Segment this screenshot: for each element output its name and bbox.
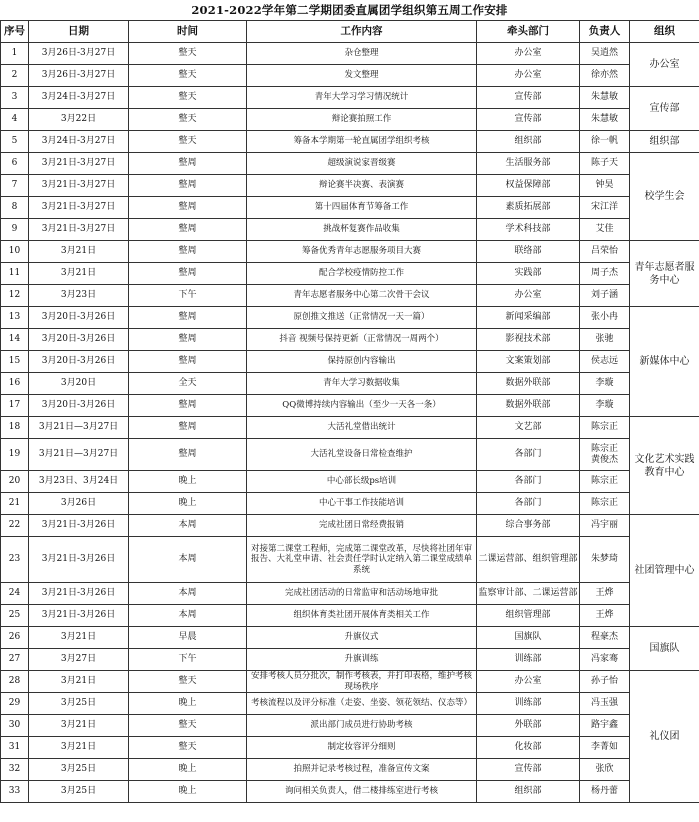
cell-date: 3月20日-3月26日 <box>29 329 129 351</box>
cell-content: 青年大学习学习情况统计 <box>247 87 477 109</box>
cell-owner: 艾佳 <box>580 219 630 241</box>
cell-content: 第十四届体育节筹备工作 <box>247 197 477 219</box>
cell-owner: 徐亦然 <box>580 65 630 87</box>
cell-no: 22 <box>1 515 29 537</box>
cell-date: 3月21日-3月26日 <box>29 583 129 605</box>
cell-org: 宣传部 <box>630 87 699 131</box>
cell-owner: 王烨 <box>580 583 630 605</box>
cell-date: 3月20日-3月26日 <box>29 351 129 373</box>
cell-no: 15 <box>1 351 29 373</box>
cell-date: 3月21日-3月27日 <box>29 153 129 175</box>
cell-date: 3月20日-3月26日 <box>29 395 129 417</box>
cell-no: 9 <box>1 219 29 241</box>
cell-time: 本周 <box>129 605 247 627</box>
cell-dept: 训练部 <box>477 649 580 671</box>
cell-no: 7 <box>1 175 29 197</box>
cell-content: 考核流程以及评分标准（走姿、坐姿、领花领结、仪态等） <box>247 693 477 715</box>
table-row <box>1 671 699 693</box>
cell-dept: 宣传部 <box>477 109 580 131</box>
cell-time: 晚上 <box>129 493 247 515</box>
cell-owner: 朱慧敏 <box>580 109 630 131</box>
cell-dept: 各部门 <box>477 439 580 471</box>
cell-no: 2 <box>1 65 29 87</box>
cell-dept: 办公室 <box>477 65 580 87</box>
cell-content: 配合学校疫情防控工作 <box>247 263 477 285</box>
cell-owner: 钟昊 <box>580 175 630 197</box>
cell-dept: 宣传部 <box>477 87 580 109</box>
header-date: 日期 <box>29 21 129 43</box>
cell-date: 3月23日 <box>29 285 129 307</box>
cell-date: 3月21日-3月26日 <box>29 605 129 627</box>
table-row <box>1 605 699 627</box>
cell-content: 辩论赛半决赛、表演赛 <box>247 175 477 197</box>
cell-owner: 周子杰 <box>580 263 630 285</box>
cell-dept: 组织管理部 <box>477 605 580 627</box>
cell-owner: 徐一帆 <box>580 131 630 153</box>
cell-content: 升旗训练 <box>247 649 477 671</box>
cell-content: 原创推文推送（正常情况一天一篇） <box>247 307 477 329</box>
cell-time: 本周 <box>129 537 247 583</box>
cell-content: 大活礼堂设备日常检查维护 <box>247 439 477 471</box>
cell-content: 筹备优秀青年志愿服务项目大赛 <box>247 241 477 263</box>
cell-date: 3月25日 <box>29 693 129 715</box>
cell-no: 25 <box>1 605 29 627</box>
cell-dept: 数据外联部 <box>477 395 580 417</box>
cell-dept: 权益保障部 <box>477 175 580 197</box>
cell-owner: 孙子怡 <box>580 671 630 693</box>
cell-time: 整周 <box>129 395 247 417</box>
table-row <box>1 515 699 537</box>
table-row <box>1 781 699 803</box>
header-content: 工作内容 <box>247 21 477 43</box>
cell-time: 整天 <box>129 715 247 737</box>
cell-date: 3月21日 <box>29 671 129 693</box>
table-row <box>1 373 699 395</box>
cell-time: 整天 <box>129 65 247 87</box>
cell-date: 3月20日 <box>29 373 129 395</box>
cell-content: 完成社团活动的日常监审和活动场地审批 <box>247 583 477 605</box>
cell-time: 晚上 <box>129 471 247 493</box>
cell-time: 整周 <box>129 351 247 373</box>
cell-owner: 吕荣怡 <box>580 241 630 263</box>
cell-time: 整周 <box>129 329 247 351</box>
cell-time: 整周 <box>129 153 247 175</box>
header-time: 时间 <box>129 21 247 43</box>
cell-owner: 侯志远 <box>580 351 630 373</box>
cell-no: 33 <box>1 781 29 803</box>
cell-dept: 国旗队 <box>477 627 580 649</box>
table-row <box>1 537 699 583</box>
cell-dept: 组织部 <box>477 781 580 803</box>
cell-time: 整周 <box>129 197 247 219</box>
cell-time: 整周 <box>129 241 247 263</box>
cell-no: 4 <box>1 109 29 131</box>
cell-content: 拍照并记录考核过程，准备宣传文案 <box>247 759 477 781</box>
table-row <box>1 241 699 263</box>
cell-date: 3月27日 <box>29 649 129 671</box>
cell-dept: 宣传部 <box>477 759 580 781</box>
cell-content: 升旗仪式 <box>247 627 477 649</box>
table-row <box>1 351 699 373</box>
cell-owner: 陈宗正 黄俊杰 <box>580 439 630 471</box>
cell-content: 对接第二课堂工程师，完成第二课堂改革，尽快将社团年审报告、大礼堂申请、社会责任学时认定纳入第二课堂成绩单系统 <box>247 537 477 583</box>
cell-content: 制定妆容评分细则 <box>247 737 477 759</box>
cell-time: 下午 <box>129 649 247 671</box>
cell-no: 16 <box>1 373 29 395</box>
cell-date: 3月23日、3月24日 <box>29 471 129 493</box>
cell-org: 青年志愿者服务中心 <box>630 241 699 307</box>
cell-owner: 陈宗正 <box>580 471 630 493</box>
cell-dept: 素质拓展部 <box>477 197 580 219</box>
cell-dept: 二课运营部、组织管理部 <box>477 537 580 583</box>
table-row <box>1 439 699 471</box>
cell-dept: 办公室 <box>477 285 580 307</box>
cell-org: 社团管理中心 <box>630 515 699 627</box>
cell-no: 23 <box>1 537 29 583</box>
cell-dept: 训练部 <box>477 693 580 715</box>
cell-time: 全天 <box>129 373 247 395</box>
cell-owner: 冯玉强 <box>580 693 630 715</box>
cell-owner: 冯家骞 <box>580 649 630 671</box>
cell-owner: 冯宇丽 <box>580 515 630 537</box>
cell-content: 大活礼堂借出统计 <box>247 417 477 439</box>
table-row <box>1 43 699 65</box>
cell-owner: 刘子涵 <box>580 285 630 307</box>
cell-org: 礼仪团 <box>630 671 699 803</box>
cell-no: 6 <box>1 153 29 175</box>
cell-dept: 学术科技部 <box>477 219 580 241</box>
cell-time: 整周 <box>129 219 247 241</box>
header-owner: 负责人 <box>580 21 630 43</box>
cell-time: 整周 <box>129 307 247 329</box>
cell-dept: 综合事务部 <box>477 515 580 537</box>
cell-content: 中心部长级ps培训 <box>247 471 477 493</box>
cell-dept: 化妆部 <box>477 737 580 759</box>
cell-time: 整周 <box>129 439 247 471</box>
cell-owner: 王烨 <box>580 605 630 627</box>
cell-org: 文化艺术实践教育中心 <box>630 417 699 515</box>
cell-time: 整天 <box>129 87 247 109</box>
cell-owner: 吴逍然 <box>580 43 630 65</box>
cell-time: 整天 <box>129 109 247 131</box>
cell-owner: 陈子天 <box>580 153 630 175</box>
cell-date: 3月26日-3月27日 <box>29 65 129 87</box>
table-row <box>1 649 699 671</box>
cell-time: 本周 <box>129 583 247 605</box>
cell-date: 3月25日 <box>29 759 129 781</box>
cell-no: 31 <box>1 737 29 759</box>
cell-content: 询问相关负责人，借二楼排练室进行考核 <box>247 781 477 803</box>
cell-content: 辩论赛拍照工作 <box>247 109 477 131</box>
cell-dept: 新闻采编部 <box>477 307 580 329</box>
cell-dept: 数据外联部 <box>477 373 580 395</box>
cell-content: 保持原创内容输出 <box>247 351 477 373</box>
cell-owner: 杨丹蕾 <box>580 781 630 803</box>
cell-owner: 路宇鑫 <box>580 715 630 737</box>
cell-time: 晚上 <box>129 759 247 781</box>
cell-time: 整天 <box>129 671 247 693</box>
table-row <box>1 175 699 197</box>
table-row <box>1 693 699 715</box>
cell-owner: 李璇 <box>580 395 630 417</box>
cell-no: 11 <box>1 263 29 285</box>
cell-date: 3月24日-3月27日 <box>29 87 129 109</box>
table-row <box>1 471 699 493</box>
table-row <box>1 417 699 439</box>
table-row <box>1 109 699 131</box>
cell-time: 下午 <box>129 285 247 307</box>
cell-org: 国旗队 <box>630 627 699 671</box>
cell-no: 18 <box>1 417 29 439</box>
cell-time: 整天 <box>129 737 247 759</box>
table-row <box>1 395 699 417</box>
cell-no: 1 <box>1 43 29 65</box>
cell-dept: 各部门 <box>477 471 580 493</box>
cell-no: 24 <box>1 583 29 605</box>
cell-owner: 程豪杰 <box>580 627 630 649</box>
cell-no: 20 <box>1 471 29 493</box>
cell-time: 晚上 <box>129 781 247 803</box>
cell-no: 29 <box>1 693 29 715</box>
cell-owner: 张欣 <box>580 759 630 781</box>
cell-time: 整天 <box>129 131 247 153</box>
cell-content: 中心干事工作技能培训 <box>247 493 477 515</box>
cell-dept: 组织部 <box>477 131 580 153</box>
cell-date: 3月21日-3月26日 <box>29 515 129 537</box>
cell-no: 26 <box>1 627 29 649</box>
cell-date: 3月25日 <box>29 781 129 803</box>
cell-no: 5 <box>1 131 29 153</box>
cell-date: 3月22日 <box>29 109 129 131</box>
table-row <box>1 715 699 737</box>
cell-no: 17 <box>1 395 29 417</box>
cell-content: 组织体育类社团开展体育类相关工作 <box>247 605 477 627</box>
cell-date: 3月21日—3月27日 <box>29 439 129 471</box>
cell-no: 14 <box>1 329 29 351</box>
cell-content: 青年志愿者服务中心第二次骨干会议 <box>247 285 477 307</box>
cell-no: 13 <box>1 307 29 329</box>
cell-date: 3月21日 <box>29 715 129 737</box>
cell-no: 3 <box>1 87 29 109</box>
cell-dept: 影视技术部 <box>477 329 580 351</box>
cell-no: 10 <box>1 241 29 263</box>
cell-time: 整周 <box>129 417 247 439</box>
cell-owner: 李璇 <box>580 373 630 395</box>
cell-content: 挑战杯复赛作品收集 <box>247 219 477 241</box>
schedule-table <box>0 20 699 803</box>
cell-dept: 联络部 <box>477 241 580 263</box>
table-row <box>1 583 699 605</box>
cell-date: 3月21日 <box>29 737 129 759</box>
header-org: 组织 <box>630 21 699 43</box>
cell-content: 青年大学习数据收集 <box>247 373 477 395</box>
cell-dept: 办公室 <box>477 43 580 65</box>
cell-dept: 生活服务部 <box>477 153 580 175</box>
cell-dept: 文艺部 <box>477 417 580 439</box>
cell-owner: 陈宗正 <box>580 417 630 439</box>
table-row <box>1 737 699 759</box>
cell-date: 3月21日 <box>29 241 129 263</box>
cell-time: 早晨 <box>129 627 247 649</box>
table-row <box>1 285 699 307</box>
header-row <box>1 21 699 43</box>
cell-content: 发文整理 <box>247 65 477 87</box>
table-row <box>1 219 699 241</box>
cell-owner: 张小冉 <box>580 307 630 329</box>
cell-date: 3月24日-3月27日 <box>29 131 129 153</box>
cell-content: 派出部门成员进行协助考核 <box>247 715 477 737</box>
cell-time: 整天 <box>129 43 247 65</box>
table-row <box>1 307 699 329</box>
table-row <box>1 329 699 351</box>
header-no: 序号 <box>1 21 29 43</box>
cell-dept: 监察审计部、二课运营部 <box>477 583 580 605</box>
cell-content: 完成社团日常经费报销 <box>247 515 477 537</box>
cell-no: 8 <box>1 197 29 219</box>
cell-dept: 实践部 <box>477 263 580 285</box>
table-row <box>1 197 699 219</box>
cell-dept: 外联部 <box>477 715 580 737</box>
table-row <box>1 493 699 515</box>
cell-time: 晚上 <box>129 693 247 715</box>
table-row <box>1 87 699 109</box>
cell-content: 杂仓整理 <box>247 43 477 65</box>
cell-no: 12 <box>1 285 29 307</box>
cell-content: 安排考核人员分批次，制作考核表，并打印表格，维护考核现场秩序 <box>247 671 477 693</box>
cell-no: 27 <box>1 649 29 671</box>
header-dept: 牵头部门 <box>477 21 580 43</box>
cell-content: 筹备本学期第一轮直属团学组织考核 <box>247 131 477 153</box>
cell-org: 校学生会 <box>630 153 699 241</box>
cell-owner: 李菁如 <box>580 737 630 759</box>
cell-date: 3月21日—3月27日 <box>29 417 129 439</box>
cell-owner: 朱梦琦 <box>580 537 630 583</box>
cell-no: 28 <box>1 671 29 693</box>
page-title: 2021-2022学年第二学期团委直属团学组织第五周工作安排 <box>191 3 508 17</box>
cell-date: 3月21日 <box>29 263 129 285</box>
cell-dept: 文案策划部 <box>477 351 580 373</box>
cell-date: 3月21日-3月27日 <box>29 175 129 197</box>
cell-date: 3月21日-3月26日 <box>29 537 129 583</box>
table-row <box>1 65 699 87</box>
cell-content: QQ微博持续内容输出（至少一天各一条） <box>247 395 477 417</box>
cell-no: 19 <box>1 439 29 471</box>
table-row <box>1 263 699 285</box>
table-row <box>1 131 699 153</box>
cell-dept: 各部门 <box>477 493 580 515</box>
cell-owner: 张驰 <box>580 329 630 351</box>
table-row <box>1 153 699 175</box>
table-row <box>1 759 699 781</box>
cell-time: 本周 <box>129 515 247 537</box>
cell-date: 3月26日-3月27日 <box>29 43 129 65</box>
cell-time: 整周 <box>129 263 247 285</box>
cell-date: 3月20日-3月26日 <box>29 307 129 329</box>
cell-no: 21 <box>1 493 29 515</box>
cell-date: 3月21日-3月27日 <box>29 219 129 241</box>
cell-date: 3月21日 <box>29 627 129 649</box>
cell-dept: 办公室 <box>477 671 580 693</box>
cell-content: 超级演说家晋级赛 <box>247 153 477 175</box>
cell-owner: 陈宗正 <box>580 493 630 515</box>
cell-date: 3月21日-3月27日 <box>29 197 129 219</box>
cell-content: 抖音 视频号保持更新（正常情况一周两个） <box>247 329 477 351</box>
table-row <box>1 627 699 649</box>
cell-org: 新媒体中心 <box>630 307 699 417</box>
cell-date: 3月26日 <box>29 493 129 515</box>
cell-owner: 宋江洋 <box>580 197 630 219</box>
cell-time: 整周 <box>129 175 247 197</box>
cell-no: 32 <box>1 759 29 781</box>
cell-org: 办公室 <box>630 43 699 87</box>
cell-no: 30 <box>1 715 29 737</box>
cell-org: 组织部 <box>630 131 699 153</box>
cell-owner: 朱慧敏 <box>580 87 630 109</box>
